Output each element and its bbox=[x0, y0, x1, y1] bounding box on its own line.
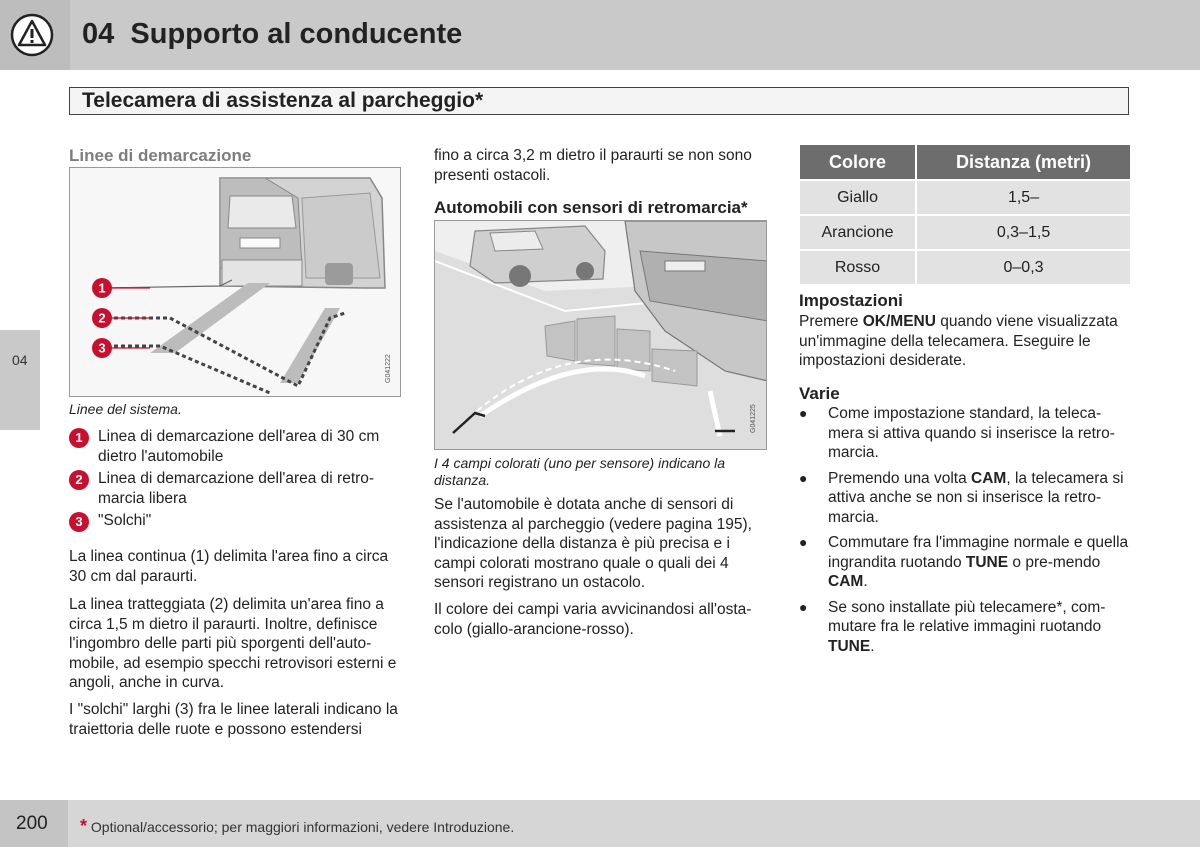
bullet-icon: ● bbox=[799, 534, 808, 550]
table-row bbox=[800, 216, 1130, 249]
text-run: . bbox=[863, 573, 868, 590]
figure-caption-2: I 4 campi colorati (uno per sensore) indicano la distanza. bbox=[434, 455, 726, 488]
table-cell: 0–0,3 bbox=[917, 251, 1130, 284]
item-text: "Solchi" bbox=[98, 512, 152, 529]
parking-sensors-heading: Automobili con sensori di retromarcia* bbox=[434, 198, 748, 217]
svg-text:1: 1 bbox=[98, 280, 106, 296]
list-item bbox=[799, 533, 1134, 592]
system-lines-figure bbox=[69, 167, 401, 397]
warning-triangle-icon bbox=[0, 0, 70, 70]
table-cell: Giallo bbox=[800, 181, 915, 214]
misc-heading: Varie bbox=[799, 384, 840, 403]
bold-run: TUNE bbox=[828, 637, 871, 655]
text-run: , la telecamera si attiva anche se non si inserisce la retro-marcia. bbox=[828, 469, 1124, 526]
text-run: quando viene visualizzata un'immagine della telecamera. Eseguire le impostazioni desiderate. bbox=[799, 313, 1118, 369]
misc-bullet-list bbox=[799, 404, 1134, 656]
text-run: Come impostazione standard, la teleca-mera si attiva quando si inserisce la retro-marcia. bbox=[828, 405, 1115, 461]
settings-heading: Impostazioni bbox=[799, 291, 903, 310]
bullet-icon: ● bbox=[799, 469, 808, 486]
item-text: Linea di demarcazione dell'area di 30 cm dietro l'automobile bbox=[98, 428, 380, 465]
bullet-icon: ● bbox=[799, 405, 808, 421]
table-cell: Rosso bbox=[800, 251, 915, 284]
text-run: Premendo una volta bbox=[828, 469, 972, 487]
figure-code-2: G041225 bbox=[750, 404, 757, 433]
car-rear-lines-illustration bbox=[70, 168, 401, 397]
figure-caption-1: Linee del sistema. bbox=[69, 401, 182, 417]
chapter-title bbox=[82, 18, 462, 51]
chapter-number: 04 bbox=[82, 18, 115, 50]
lines-list bbox=[69, 427, 399, 537]
bullet-icon: ● bbox=[799, 598, 808, 615]
table-row bbox=[800, 181, 1130, 214]
distance-color-table bbox=[798, 143, 1132, 286]
item-number: 1 bbox=[69, 428, 89, 448]
paragraph: I "solchi" larghi (3) fra le linee laterali indicano la traiettoria delle ruote e possono estendersi bbox=[69, 701, 398, 738]
item-number: 3 bbox=[69, 512, 89, 532]
footnote-star: * bbox=[80, 816, 88, 836]
bold-run: CAM bbox=[971, 469, 1007, 487]
text-run: Commutare fra l'immagine normale e quella ingrandita ruotando bbox=[828, 534, 1129, 571]
paragraph: La linea continua (1) delimita l'area fino a circa 30 cm dal paraurti. bbox=[69, 548, 389, 585]
text-run: Se sono installate più telecamere*, com-mutare fra le relative immagini ruotando bbox=[828, 598, 1106, 635]
svg-text:2: 2 bbox=[98, 310, 106, 326]
chapter-name: Supporto al conducente bbox=[130, 18, 463, 50]
demarcation-lines-heading: Linee di demarcazione bbox=[69, 146, 252, 165]
chapter-side-tab bbox=[0, 330, 40, 430]
table-cell: 0,3–1,5 bbox=[917, 216, 1130, 249]
paragraph: fino a circa 3,2 m dietro il paraurti se non sono presenti ostacoli. bbox=[434, 147, 752, 184]
list-item bbox=[799, 469, 1134, 528]
settings-paragraph bbox=[799, 312, 1134, 371]
bold-run: OK/MENU bbox=[862, 313, 936, 330]
list-item bbox=[69, 511, 399, 537]
paragraph: La linea tratteggiata (2) delimita un'area fino a circa 1,5 m dietro il paraurti. Inoltre, definisce l'ingombro delle parti più sporgenti dell'auto-mobile, ad esempio specchi retrovisori esterni e angoli, anche in curva. bbox=[69, 596, 397, 691]
table-cell: Arancione bbox=[800, 216, 915, 249]
list-item bbox=[799, 598, 1134, 657]
text-run: . bbox=[870, 637, 875, 655]
sensor-fields-figure bbox=[434, 220, 767, 450]
item-text: Linea di demarcazione dell'area di retro-marcia libera bbox=[98, 470, 375, 507]
table-header: Distanza (metri) bbox=[917, 145, 1130, 179]
table-header: Colore bbox=[800, 145, 915, 179]
header-icon-box bbox=[0, 0, 70, 70]
table-header-row bbox=[800, 145, 1130, 179]
footnote bbox=[80, 816, 514, 837]
section-title: Telecamera di assistenza al parcheggio* bbox=[82, 89, 484, 112]
svg-text:3: 3 bbox=[98, 340, 106, 356]
item-number: 2 bbox=[69, 470, 89, 490]
paragraph: Il colore dei campi varia avvicinandosi all'osta-colo (giallo-arancione-rosso). bbox=[434, 601, 752, 638]
figure-code-1: G041222 bbox=[385, 354, 392, 383]
footnote-text: Optional/accessorio; per maggiori informazioni, vedere Introduzione. bbox=[90, 819, 515, 835]
paragraph: Se l'automobile è dotata anche di sensori di assistenza al parcheggio (vedere pagina 195), l'indicazione della distanza è più precisa e i campi colorati mostrano quale o quali dei 4 sensori registrano un ostacolo. bbox=[434, 496, 752, 591]
table-cell: 1,5– bbox=[917, 181, 1130, 214]
text-run: Premere bbox=[799, 313, 863, 330]
chapter-side-tab-label: 04 bbox=[12, 352, 28, 368]
list-item bbox=[69, 427, 399, 469]
bold-run: CAM bbox=[828, 573, 864, 590]
table-row bbox=[800, 251, 1130, 284]
list-item bbox=[799, 404, 1134, 463]
rear-camera-view-illustration bbox=[435, 221, 767, 450]
page-number: 200 bbox=[16, 813, 48, 834]
bold-run: TUNE bbox=[965, 553, 1009, 571]
list-item bbox=[69, 469, 399, 511]
text-run: o pre-mendo bbox=[1008, 553, 1101, 571]
